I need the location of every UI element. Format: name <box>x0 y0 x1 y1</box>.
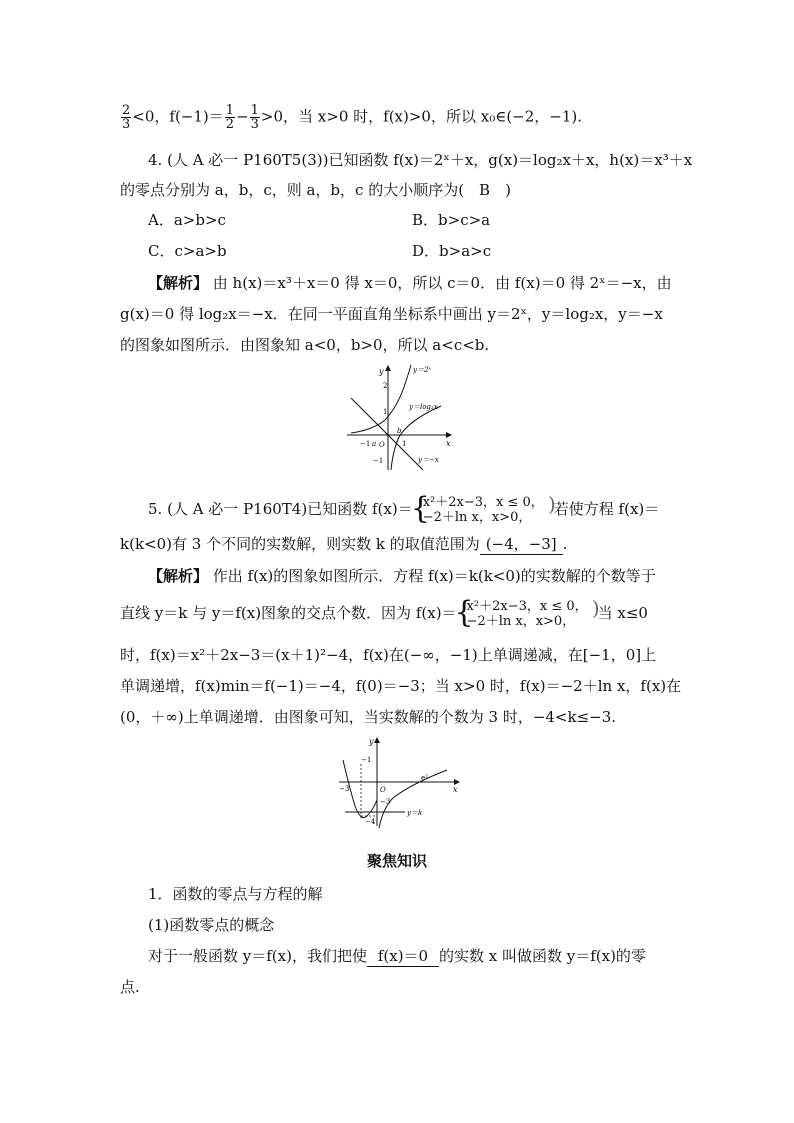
continuation-line: $\frac{2}{3}$ <0，f(−1)＝ $\frac{1}{2}$ − $\frac{1}{3}$ >0，当 x>0 时，f(x)>0，所以 x₀∈(−2，−1). <box>122 103 583 132</box>
analysis-tag: 【解析】 <box>148 274 209 292</box>
option-d: D．b>a>c <box>412 242 492 260</box>
svg-text:y＝2ˣ: y＝2ˣ <box>413 366 431 374</box>
svg-text:O: O <box>379 441 385 449</box>
svg-text:−1: −1 <box>373 457 384 465</box>
analysis-5-line3: 时，f(x)＝x²＋2x−3＝(x＋1)²−4，f(x)在(−∞，−1)上单调递减，在[−1，0]上 <box>120 646 657 664</box>
svg-text:1: 1 <box>402 440 407 448</box>
analysis-5-line1: 【解析】 作出 f(x)的图象如图所示．方程 f(x)＝k(k<0)的实数解的个数等于 <box>148 567 656 585</box>
svg-text:O: O <box>380 786 386 794</box>
svg-text:y: y <box>369 737 374 746</box>
fraction-1-3: $\frac{1}{3}$ <box>250 103 259 132</box>
piecewise-def: { x²＋2x−3，x ≤ 0， −2＋ln x，x>0， ) <box>413 495 554 525</box>
question-4-line2: 的零点分别为 a，b，c，则 a，b，c 的大小顺序为( B ) <box>120 181 511 199</box>
analysis-4-line3: 的图象如图所示．由图象知 a<0，b>0，所以 a<c<b. <box>120 336 490 354</box>
section-title: 聚焦知识 <box>366 852 427 870</box>
option-b: B．b>c>a <box>412 211 491 229</box>
svg-text:−3: −3 <box>380 798 391 806</box>
analysis-5-line5: (0，＋∞)上单调递增．由图象可知，当实数解的个数为 3 时，−4<k≤−3. <box>120 708 617 726</box>
section-item-1-1: (1)函数零点的概念 <box>148 916 275 934</box>
svg-text:1: 1 <box>383 408 388 416</box>
svg-text:y＝k: y＝k <box>407 809 423 817</box>
svg-text:−1: −1 <box>361 756 372 764</box>
svg-text:−1: −1 <box>360 440 371 448</box>
figure-2-graph <box>335 734 465 830</box>
piecewise-def-2: { x²＋2x−3，x ≤ 0， −2＋ln x，x>0， ) <box>457 599 598 629</box>
analysis-4-line1: 【解析】 由 h(x)＝x³＋x＝0 得 x＝0，所以 c＝0．由 f(x)＝0 得 2ˣ＝−x，由 <box>148 274 672 292</box>
question-5-line1: 5. (人 A 必一 P160T4)已知函数 f(x)＝ { x²＋2x−3，x ≤ 0， −2＋ln x，x>0， ) 若使方程 f(x)＝ <box>148 490 659 528</box>
question-5-line2: k(k<0)有 3 个不同的实数解，则实数 k 的取值范围为 (−4，−3] . <box>120 535 568 553</box>
x-label: x <box>446 439 451 448</box>
definition-end: 点. <box>120 978 140 996</box>
svg-text:y＝log₂x: y＝log₂x <box>409 403 438 411</box>
svg-text:2: 2 <box>383 382 388 390</box>
definition-blank: f(x)＝0 <box>367 946 439 967</box>
svg-text:e²: e² <box>421 774 428 782</box>
y-label: y <box>379 367 384 376</box>
definition-line: 对于一般函数 y＝f(x)，我们把使 f(x)＝0 的实数 x 叫做函数 y＝f(x)的零 <box>148 947 646 965</box>
svg-text:y＝−x: y＝−x <box>418 456 439 464</box>
option-a: A．a>b>c <box>148 211 226 229</box>
fraction-2-3: $\frac{2}{3}$ <box>122 103 131 132</box>
analysis-5-line4: 单调递增，f(x)min＝f(−1)＝−4，f(0)＝−3；当 x>0 时，f(x)＝−2＋ln x，f(x)在 <box>120 677 682 695</box>
svg-text:a: a <box>372 440 377 448</box>
svg-text:−4: −4 <box>365 818 376 826</box>
figure-1-graph <box>343 362 455 474</box>
answer-blank: (−4，−3] <box>480 534 563 555</box>
svg-text:−3: −3 <box>339 785 350 793</box>
question-4-line1: 4. (人 A 必一 P160T5(3))已知函数 f(x)＝2ˣ＋x，g(x)＝log₂x＋x，h(x)＝x³＋x <box>148 151 693 169</box>
analysis-5-line2: 直线 y＝k 与 y＝f(x)图象的交点个数．因为 f(x)＝ { x²＋2x−3，x ≤ 0， −2＋ln x，x>0， ) 当 x≤0 <box>120 594 648 632</box>
analysis-4-line2: g(x)＝0 得 log₂x＝−x．在同一平面直角坐标系中画出 y＝2ˣ，y＝log₂x，y＝−x <box>120 305 663 323</box>
svg-text:b: b <box>397 427 402 435</box>
section-item-1: 1．函数的零点与方程的解 <box>148 885 323 903</box>
fraction-1-2: $\frac{1}{2}$ <box>225 103 235 132</box>
svg-text:x: x <box>453 785 458 794</box>
option-c: C．c>a>b <box>148 242 227 260</box>
